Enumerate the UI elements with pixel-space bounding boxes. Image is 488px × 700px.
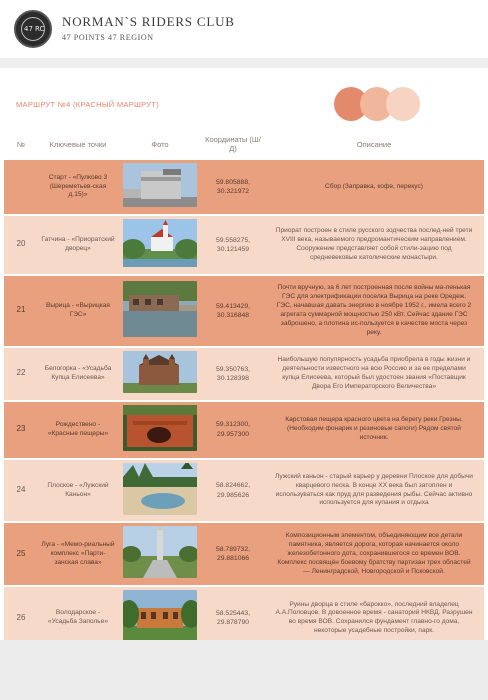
row-coords: 58.789732, 29.881066 bbox=[202, 523, 264, 585]
page-header bbox=[0, 0, 488, 58]
row-point: Луга - «Мемо-риальный комплекс «Парти-занская слава» bbox=[38, 523, 118, 585]
row-coords: 59.413429, 30.316848 bbox=[202, 276, 264, 346]
row-description: Почти вручную, за 6 лет построенная после войны ма-ленькая ГЭС для электрификации поселка Вырица на реке Оредеж. ГЭС, начавшая давать энергию в ноябре 1952 г., имела всего 2 агрегата суммарной мощностью 250 кВт. Сейчас здание ГЭС заброшено, а плотина ис-пользуется в качестве моста через реку. bbox=[264, 276, 484, 346]
col-header-points: Ключевые точки bbox=[49, 139, 107, 149]
row-photo-cell bbox=[118, 523, 202, 585]
row-number bbox=[4, 160, 38, 214]
row-description: Композиционным элементом, объединяющим все детали памятника, является дорога, которая начинается около железобетонного дота, сохранившегося со времен ВОВ. Комплекс посвящён боевому братству партизан трех областей — Ленинградской, Новгородской и Псковской. bbox=[264, 523, 484, 585]
table-row bbox=[4, 160, 484, 214]
row-description: Карстовая пещера красного цвета на берегу реки Грезны. (Необходим фонарик и резиновые сапоги) Рядом святой источник. bbox=[264, 402, 484, 458]
row-point: Белогорка - «Усадьба Купца Елисеева» bbox=[38, 348, 118, 400]
row-number: 25 bbox=[4, 523, 38, 585]
col-header-num: № bbox=[16, 139, 26, 149]
row-point: Вырица - «Вырицкая ГЭС» bbox=[38, 276, 118, 346]
row-number: 26 bbox=[4, 587, 38, 649]
table-row bbox=[4, 523, 484, 585]
table-row bbox=[4, 402, 484, 458]
col-header-desc: Описание bbox=[356, 139, 392, 149]
footer-band bbox=[0, 640, 488, 700]
club-name: NORMAN`S RIDERS CLUB bbox=[62, 14, 235, 29]
row-coords: 58.525443, 29.878790 bbox=[202, 587, 264, 649]
photo-luga-canyon bbox=[123, 463, 197, 515]
row-coords: 59.805888, 30.321972 bbox=[202, 160, 264, 214]
photo-partisan-memorial bbox=[123, 526, 197, 578]
row-coords: 59.312300, 29.957300 bbox=[202, 402, 264, 458]
color-circles bbox=[334, 87, 474, 121]
row-number: 20 bbox=[4, 216, 38, 274]
row-description: Приорат построен в стиле русского зодчества послед-ней трети XVIII века, называемого предромантическим направлением. Сооружение представляет собой стили-зацию под средневековые католические монастыри. bbox=[264, 216, 484, 274]
col-header-photo: Фото bbox=[151, 139, 169, 149]
row-description: Лужский каньон - старый карьер у деревни Плоское для добычи кварцевого песка. В конце XX века был затоплен и используваться как пруд для разведения рыбы. Сейчас активно используется для купания и отдыха bbox=[264, 460, 484, 522]
photo-priory-palace bbox=[123, 219, 197, 267]
row-photo-cell bbox=[118, 460, 202, 522]
row-photo-cell bbox=[118, 216, 202, 274]
circle-light bbox=[386, 87, 420, 121]
photo-red-caves bbox=[123, 405, 197, 451]
row-point: Гатчина - «Приоратский дворец» bbox=[38, 216, 118, 274]
row-photo-cell bbox=[118, 402, 202, 458]
row-photo-cell bbox=[118, 276, 202, 346]
row-point: Плоское - «Лужский Каньон» bbox=[38, 460, 118, 522]
table-row bbox=[4, 216, 484, 274]
row-number: 21 bbox=[4, 276, 38, 346]
logo-initials: RC bbox=[35, 25, 45, 33]
photo-vyritsa-dam bbox=[123, 281, 197, 337]
col-header-coords: Координаты (Ш/Д) bbox=[205, 135, 261, 153]
row-photo-cell bbox=[118, 160, 202, 214]
row-point: Рождествено - «Красные пещеры» bbox=[38, 402, 118, 458]
route-table bbox=[4, 128, 484, 651]
row-photo-cell bbox=[118, 348, 202, 400]
row-number: 22 bbox=[4, 348, 38, 400]
club-subtitle: 47 POINTS 47 REGION bbox=[62, 33, 154, 42]
table-row bbox=[4, 276, 484, 346]
row-description: Сбор (Заправка, кофе, перекус) bbox=[264, 160, 484, 214]
row-coords: 58.824662, 29.985626 bbox=[202, 460, 264, 522]
row-point: Володарское - «Усадьба Заполье» bbox=[38, 587, 118, 649]
logo-number: 47 bbox=[24, 25, 33, 33]
row-description: Наибольшую популярность усадьба приобрела в годы жизни и деятельности известного на всю Россию и за ее пределами купца Елисеева, который был удостоен звания «Поставщик Двора Его Императорского Величества» bbox=[264, 348, 484, 400]
table-row bbox=[4, 460, 484, 522]
row-description: Руины дворца в стиле «барокко», последний владелец А.А.Половцов. В довоенное время - санаторий НКВД. Разрушен во время ВОВ. Сохранился фундамент главно-го дома, некоторые усадебные постройки, парк. bbox=[264, 587, 484, 649]
row-point: Старт - «Пулково 3 (Шереметьев-ская д.15)» bbox=[38, 160, 118, 214]
photo-pulkovo-building bbox=[123, 163, 197, 207]
row-number: 23 bbox=[4, 402, 38, 458]
photo-zapolye-manor bbox=[123, 590, 197, 642]
table-header-row bbox=[4, 130, 484, 158]
header-band bbox=[0, 58, 488, 68]
route-title: МАРШРУТ №4 (КРАСНЫЙ МАРШРУТ) bbox=[16, 100, 160, 109]
row-number: 24 bbox=[4, 460, 38, 522]
club-logo bbox=[14, 10, 52, 48]
row-coords: 59.350763, 30.128398 bbox=[202, 348, 264, 400]
table-row bbox=[4, 348, 484, 400]
row-coords: 59.558275, 30.121459 bbox=[202, 216, 264, 274]
photo-eliseev-manor bbox=[123, 351, 197, 393]
